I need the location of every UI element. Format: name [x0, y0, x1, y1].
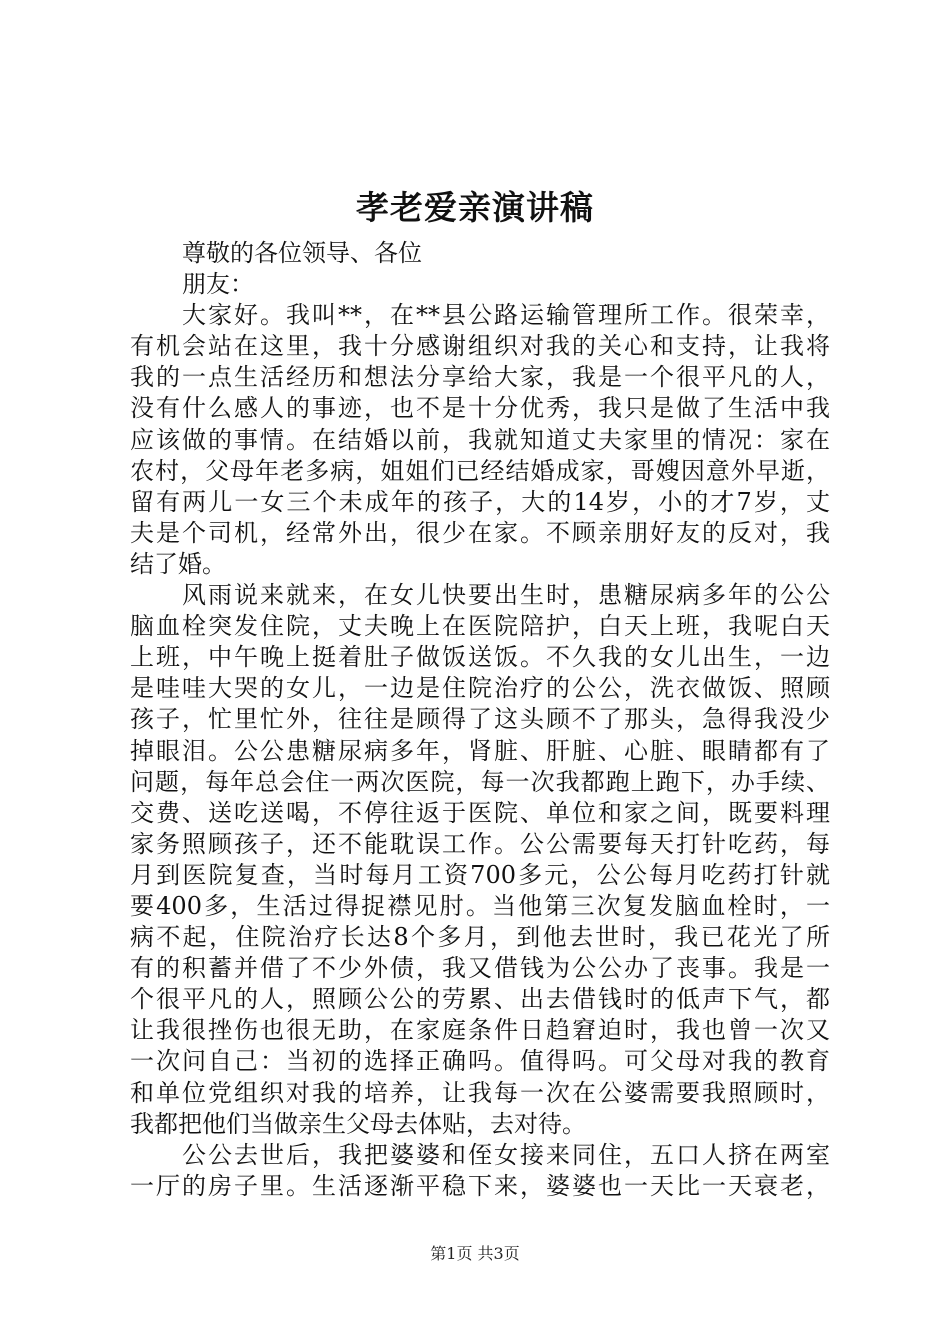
paragraph-line: 我的一点生活经历和想法分享给大家，我是一个很平凡的人， [130, 363, 830, 392]
page-footer: 第1页 共3页 [430, 1244, 520, 1263]
salutation-line: 朋友： [182, 270, 254, 299]
paragraph-line: 夫是个司机，经常外出，很少在家。不顾亲朋好友的反对，我 [130, 518, 830, 547]
paragraph-line: 上班，中午晚上挺着肚子做饭送饭。不久我的女儿出生，一边 [130, 643, 830, 672]
paragraph-line: 结了婚。 [130, 549, 226, 578]
paragraph-line: 大家好。我叫**，在**县公路运输管理所工作。很荣幸， [182, 301, 830, 330]
paragraph-line: 家务照顾孩子，还不能耽误工作。公公需要每天打针吃药，每 [130, 829, 830, 858]
paragraph-line: 是哇哇大哭的女儿，一边是住院治疗的公公，洗衣做饭、照顾 [130, 674, 830, 703]
paragraph-line: 月到医院复查，当时每月工资700多元，公公每月吃药打针就 [130, 860, 830, 889]
paragraph-line: 问题，每年总会住一两次医院，每一次我都跑上跑下，办手续、 [130, 767, 830, 796]
paragraph-line: 让我很挫伤也很无助，在家庭条件日趋窘迫时，我也曾一次又 [130, 1016, 830, 1045]
paragraph-line: 留有两儿一女三个未成年的孩子，大的14岁，小的才7岁，丈 [130, 487, 830, 516]
paragraph-line: 没有什么感人的事迹，也不是十分优秀，我只是做了生活中我 [130, 394, 830, 423]
paragraph-line: 农村，父母年老多病，姐姐们已经结婚成家，哥嫂因意外早逝， [130, 456, 830, 485]
document-body [130, 238, 830, 1202]
document-title: 孝老爱亲演讲稿 [356, 188, 594, 227]
paragraph-line: 孩子，忙里忙外，往往是顾得了这头顾不了那头，急得我没少 [130, 705, 830, 734]
paragraph-line: 有的积蓄并借了不少外债，我又借钱为公公办了丧事。我是一 [130, 954, 830, 983]
paragraph-line: 掉眼泪。公公患糖尿病多年，肾脏、肝脏、心脏、眼睛都有了 [130, 736, 830, 765]
paragraph-line: 公公去世后，我把婆婆和侄女接来同住，五口人挤在两室 [182, 1140, 830, 1169]
paragraph-line: 个很平凡的人，照顾公公的劳累、出去借钱时的低声下气，都 [130, 985, 830, 1014]
paragraph-line: 和单位党组织对我的培养，让我每一次在公婆需要我照顾时， [130, 1078, 830, 1107]
salutation-line: 尊敬的各位领导、各位 [182, 239, 422, 267]
paragraph-line: 应该做的事情。在结婚以前，我就知道丈夫家里的情况：家在 [130, 425, 830, 454]
paragraph-line: 有机会站在这里，我十分感谢组织对我的关心和支持，让我将 [130, 332, 830, 361]
paragraph-line: 一次问自己：当初的选择正确吗。值得吗。可父母对我的教育 [130, 1047, 830, 1076]
paragraph-line: 脑血栓突发住院，丈夫晚上在医院陪护，白天上班，我呢白天 [130, 612, 830, 641]
paragraph-line: 风雨说来就来，在女儿快要出生时，患糖尿病多年的公公 [182, 581, 830, 610]
paragraph-line: 病不起，住院治疗长达8个多月，到他去世时，我已花光了所 [130, 923, 830, 952]
paragraph-line: 交费、送吃送喝，不停往返于医院、单位和家之间，既要料理 [130, 798, 830, 827]
paragraph-line: 我都把他们当做亲生父母去体贴，去对待。 [130, 1109, 586, 1138]
paragraph-line: 一厅的房子里。生活逐渐平稳下来，婆婆也一天比一天衰老， [130, 1171, 830, 1200]
paragraph-line: 要400多，生活过得捉襟见肘。当他第三次复发脑血栓时，一 [130, 891, 830, 920]
